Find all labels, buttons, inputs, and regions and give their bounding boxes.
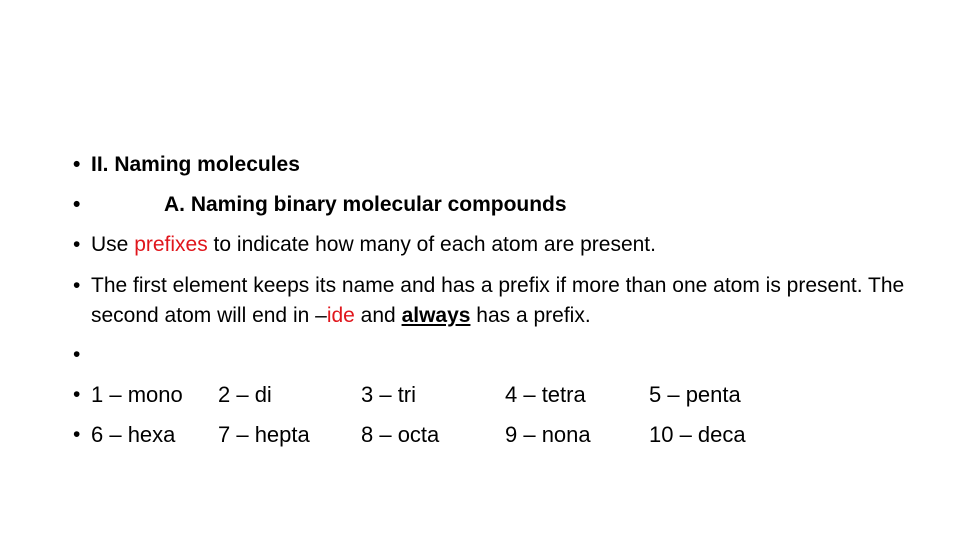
heading-text: II. Naming molecules: [91, 153, 300, 176]
rule2-part3: has a prefix.: [470, 304, 591, 327]
bullet-marker: •: [73, 423, 81, 446]
slide-body: [73, 145, 933, 455]
bullet-marker: •: [73, 233, 81, 256]
prefix-item: 10 – deca: [649, 422, 746, 447]
prefix-item: 2 – di: [218, 382, 272, 407]
bullet-marker: •: [73, 274, 81, 297]
prefix-item: 8 – octa: [361, 422, 440, 447]
prefix-item: 6 – hexa: [91, 422, 176, 447]
bullet-heading: [73, 145, 933, 185]
prefix-row-2: [73, 415, 933, 455]
subheading-text: A. Naming binary molecular compounds: [164, 193, 567, 216]
bullet-empty: [73, 335, 933, 375]
bullet-rule-prefixes: [73, 225, 933, 265]
prefix-item: 9 – nona: [505, 422, 591, 447]
prefix-item: 3 – tri: [361, 382, 417, 407]
rule2-highlight: ide: [326, 304, 355, 327]
prefix-item: 5 – penta: [649, 382, 741, 407]
bullet-marker: •: [73, 153, 81, 176]
rule1-highlight: prefixes: [134, 233, 208, 256]
prefix-item: 1 – mono: [91, 382, 183, 407]
rule2-part2: and: [354, 304, 402, 327]
bullet-subheading: [73, 185, 933, 225]
bullet-marker: •: [73, 383, 81, 406]
rule2-emphasis: always: [401, 304, 471, 327]
rule1-part2: to indicate how many of each atom are present.: [207, 233, 656, 256]
bullet-rule-naming: [73, 265, 933, 335]
bullet-marker: •: [73, 193, 81, 216]
prefix-row-1: [73, 375, 933, 415]
prefix-item: 7 – hepta: [218, 422, 310, 447]
rule1-part1: Use: [91, 233, 135, 256]
prefix-item: 4 – tetra: [505, 382, 586, 407]
rule2-part1: The first element keeps its name and has a prefix if more than one atom is present. The second atom will end in –: [91, 274, 905, 327]
bullet-marker: •: [73, 343, 81, 366]
